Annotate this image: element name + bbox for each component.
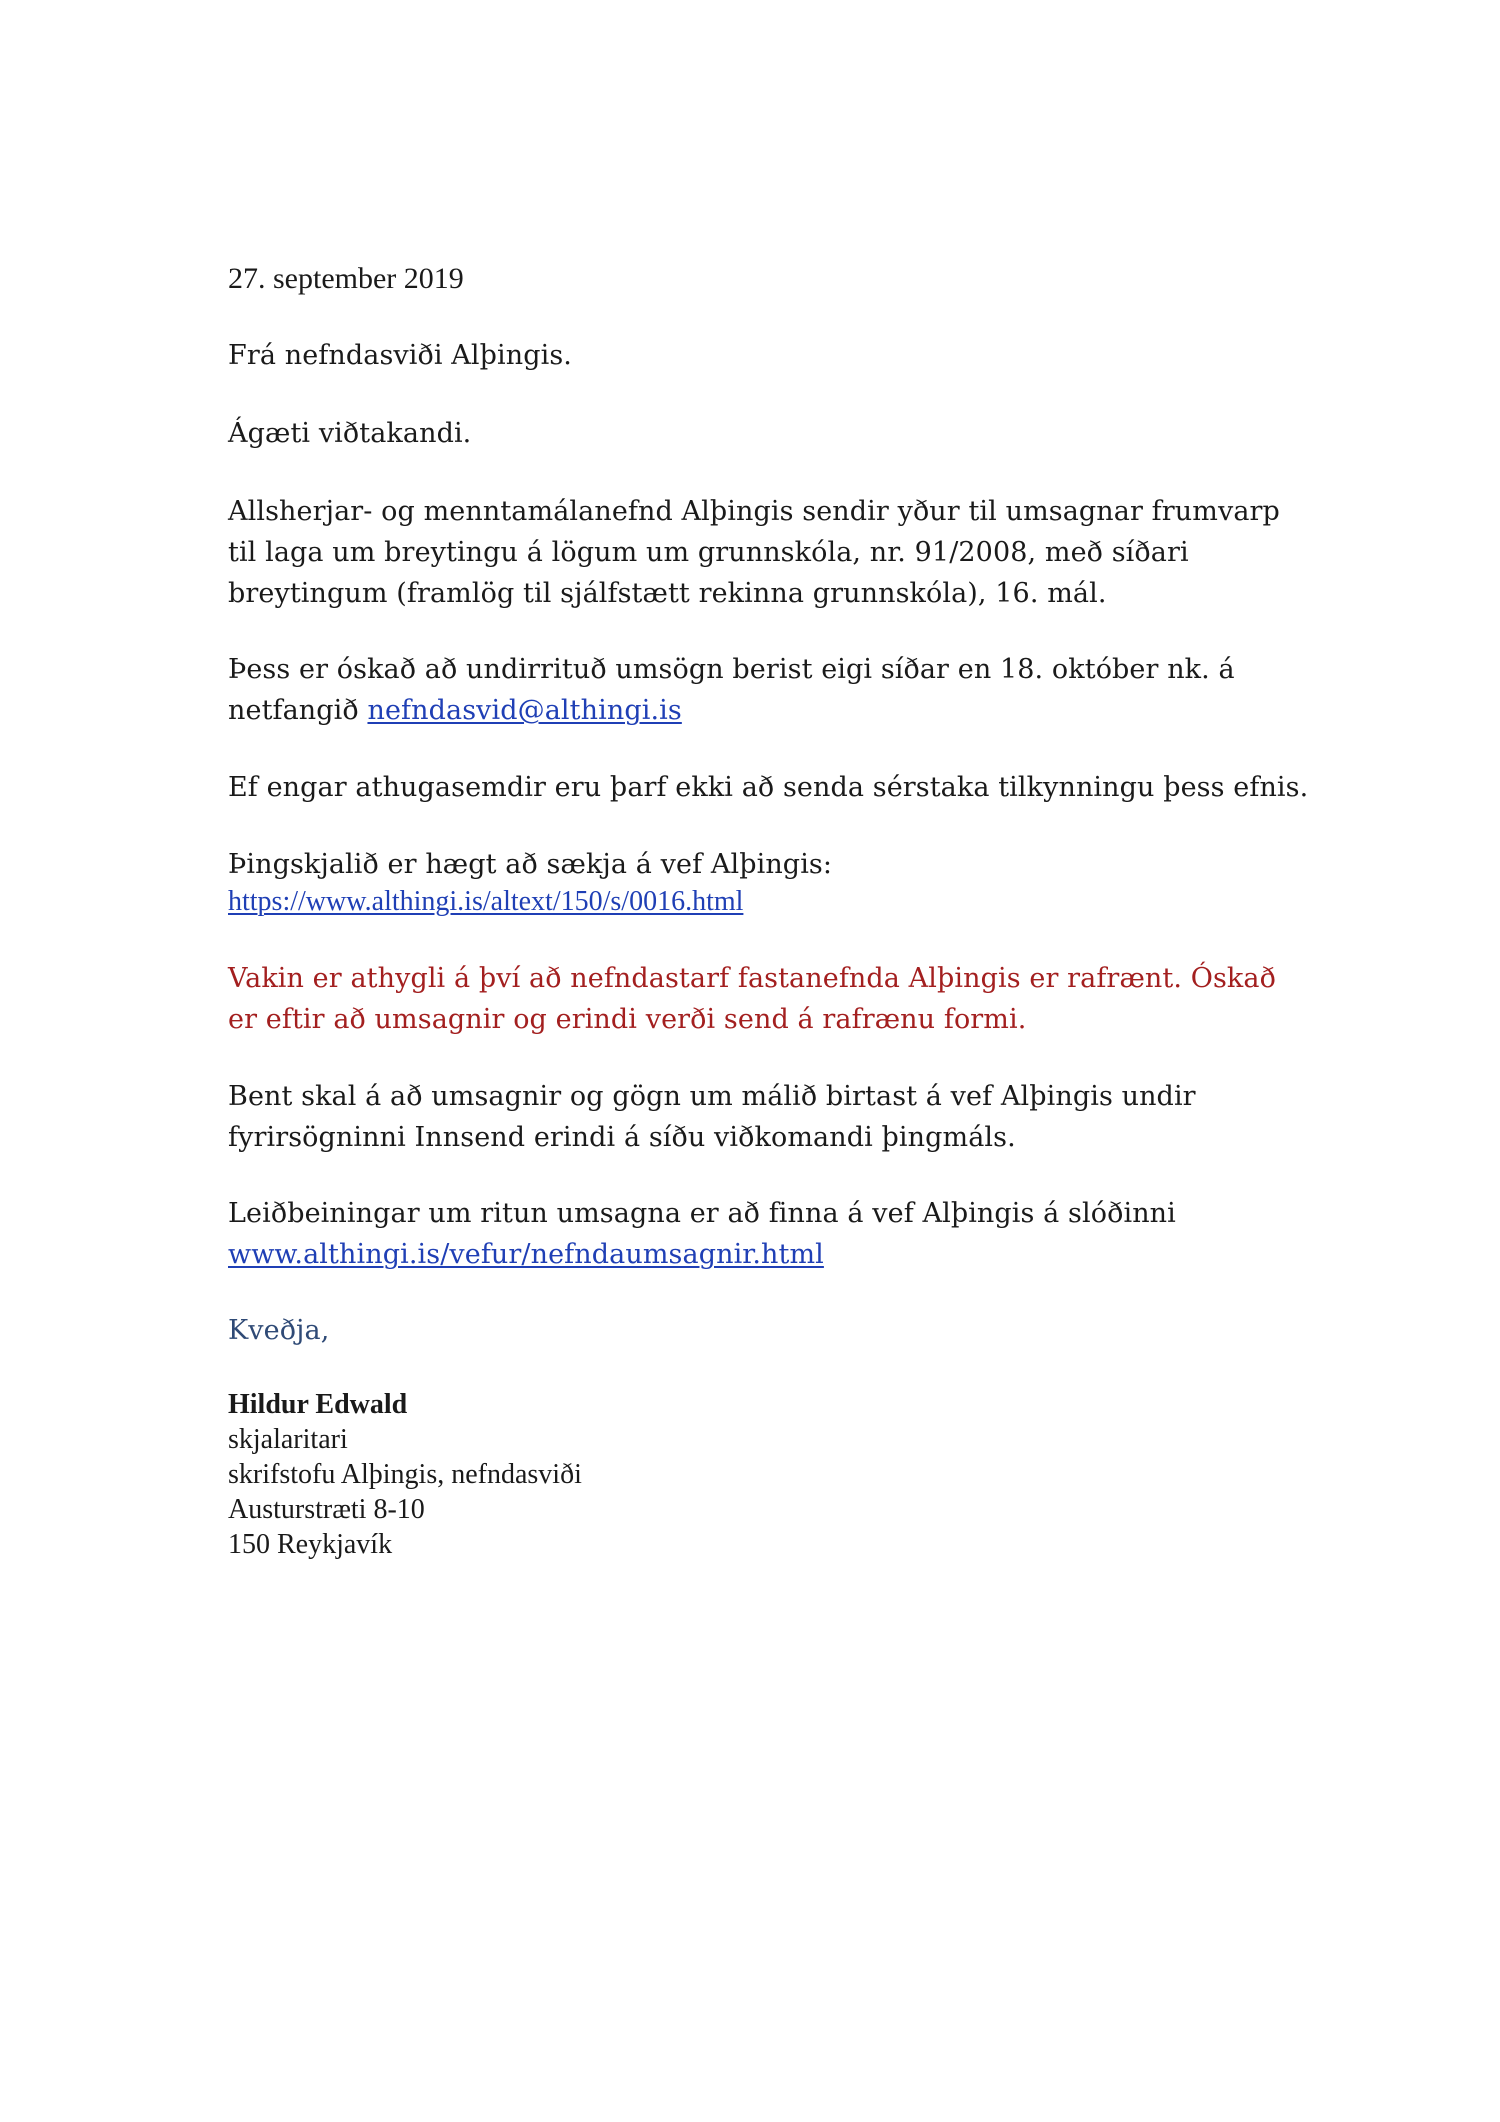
paragraph-line	[228, 695, 682, 726]
signature-city: 150 Reykjavík	[228, 1529, 393, 1560]
paragraph-line: breytingum (framlög til sjálfstætt rekinna grunnskóla), 16. mál.	[228, 578, 1107, 609]
paragraph-line: Allsherjar- og menntamálanefnd Alþingis sendir yður til umsagnar frumvarp	[228, 496, 1280, 527]
paragraph-line: Leiðbeiningar um ritun umsagna er að finna á vef Alþingis á slóðinni	[228, 1198, 1176, 1229]
letter-closing: Kveðja,	[228, 1315, 330, 1346]
letter-salutation: Ágæti viðtakandi.	[228, 418, 472, 449]
email-label: netfangið	[228, 695, 368, 726]
document-link[interactable]: https://www.althingi.is/altext/150/s/0016.html	[228, 886, 744, 917]
notice-line: er eftir að umsagnir og erindi verði send á rafrænu formi.	[228, 1004, 1027, 1035]
guidelines-link[interactable]: www.althingi.is/vefur/nefndaumsagnir.html	[228, 1239, 824, 1270]
signature-title: skjalaritari	[228, 1424, 348, 1455]
email-link[interactable]: nefndasvid@althingi.is	[367, 695, 682, 726]
paragraph-no-comments: Ef engar athugasemdir eru þarf ekki að senda sérstaka tilkynningu þess efnis.	[228, 772, 1309, 803]
paragraph-line: fyrirsögninni Innsend erindi á síðu viðkomandi þingmáls.	[228, 1122, 1016, 1153]
signature-name: Hildur Edwald	[228, 1389, 408, 1420]
signature-street: Austurstræti 8-10	[228, 1494, 425, 1525]
letter-sender: Frá nefndasviði Alþingis.	[228, 340, 572, 371]
paragraph-line: Þingskjalið er hægt að sækja á vef Alþingis:	[228, 849, 833, 880]
paragraph-line: til laga um breytingu á lögum um grunnskóla, nr. 91/2008, með síðari	[228, 537, 1189, 568]
signature-office: skrifstofu Alþingis, nefndasviði	[228, 1459, 582, 1490]
paragraph-line: Bent skal á að umsagnir og gögn um málið birtast á vef Alþingis undir	[228, 1081, 1196, 1112]
paragraph-line: Þess er óskað að undirrituð umsögn berist eigi síðar en 18. október nk. á	[228, 654, 1235, 685]
notice-line: Vakin er athygli á því að nefndastarf fastanefnda Alþingis er rafrænt. Óskað	[228, 963, 1276, 994]
letter-date: 27. september 2019	[228, 262, 464, 295]
